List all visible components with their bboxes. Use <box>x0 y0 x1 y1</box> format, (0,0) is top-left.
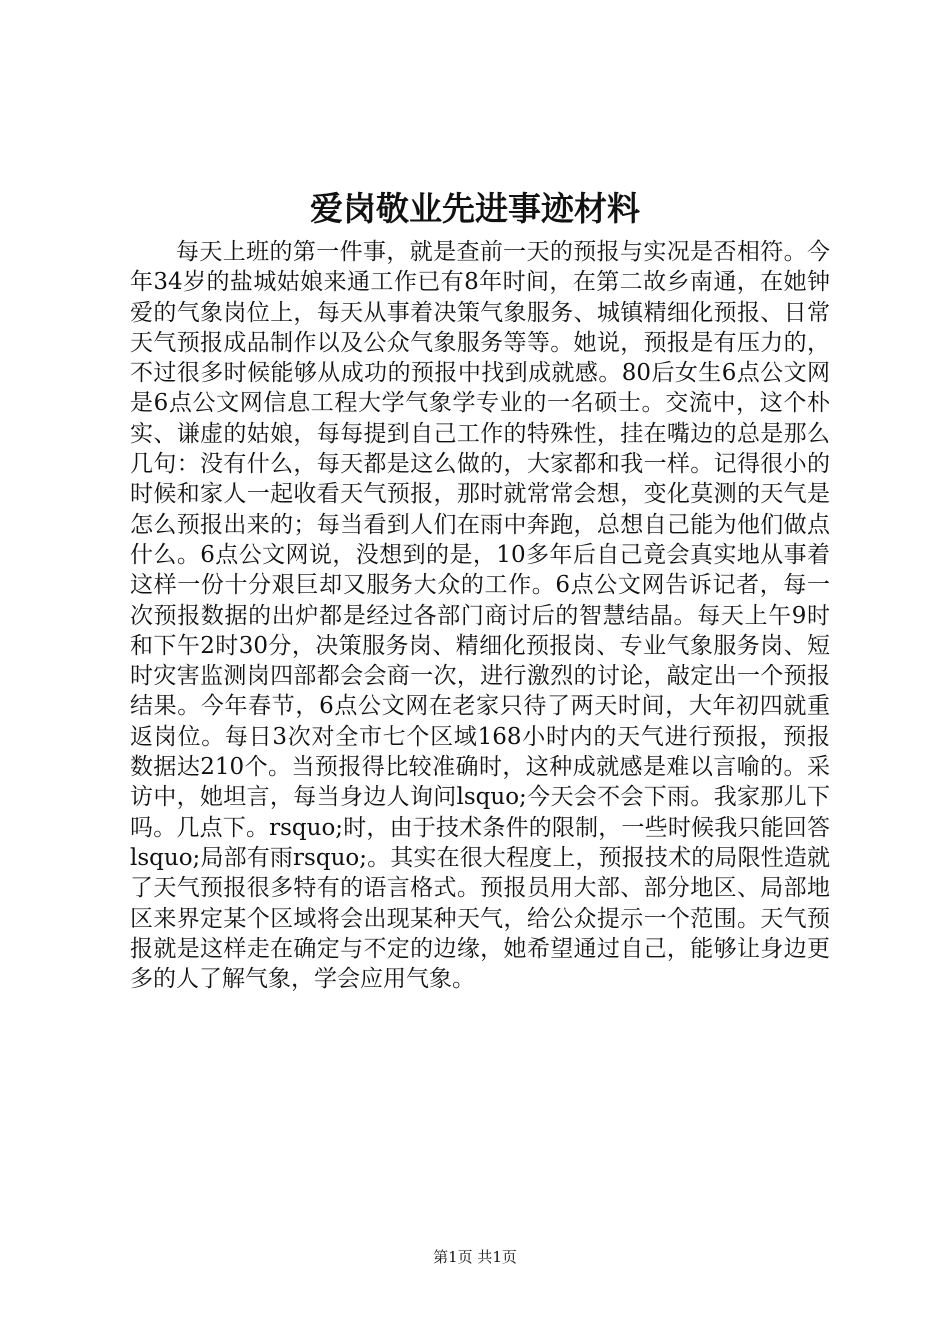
page-footer: 第1页 共1页 <box>433 1248 517 1266</box>
body-paragraph: 每天上班的第一件事，就是查前一天的预报与实况是否相符。今年34岁的盐城姑娘来通工作已有8年时间，在第二故乡南通，在她钟爱的气象岗位上，每天从事着决策气象服务、城镇精细化预报、日常天气预报成品制作以及公众气象服务等等。她说，预报是有压力的，不过很多时候能够从成功的预报中找到成就感。80后女生6点公文网是6点公文网信息工程大学气象学专业的一名硕士。交流中，这个朴实、谦虚的姑娘，每每提到自己工作的特殊性，挂在嘴边的总是那么几句：没有什么，每天都是这么做的，大家都和我一样。记得很小的时候和家人一起收看天气预报，那时就常常会想，变化莫测的天气是怎么预报出来的；每当看到人们在雨中奔跑，总想自己能为他们做点什么。6点公文网说，没想到的是，10多年后自己竟会真实地从事着这样一份十分艰巨却又服务大众的工作。6点公文网告诉记者，每一次预报数据的出炉都是经过各部门商讨后的智慧结晶。每天上午9时和下午2时30分，决策服务岗、精细化预报岗、专业气象服务岗、短时灾害监测岗四部都会会商一次，进行激烈的讨论，敲定出一个预报结果。今年春节，6点公文网在老家只待了两天时间，大年初四就重返岗位。每日3次对全市七个区域168小时内的天气进行预报，预报数据达210个。当预报得比较准确时，这种成就感是难以言喻的。采访中，她坦言，每当身边人询问lsquo;今天会不会下雨。我家那儿下吗。几点下。rsquo;时，由于技术条件的限制，一些时候我只能回答lsquo;局部有雨rsquo;。其实在很大程度上，预报技术的局限性造就了天气预报很多特有的语言格式。预报员用大部、部分地区、局部地区来界定某个区域将会出现某种天气，给公众提示一个范围。天气预报就是这样走在确定与不定的边缘，她希望通过自己，能够让身边更多的人了解气象，学会应用气象。 <box>130 239 830 993</box>
document-title: 爱岗敬业先进事迹材料 <box>310 189 640 228</box>
